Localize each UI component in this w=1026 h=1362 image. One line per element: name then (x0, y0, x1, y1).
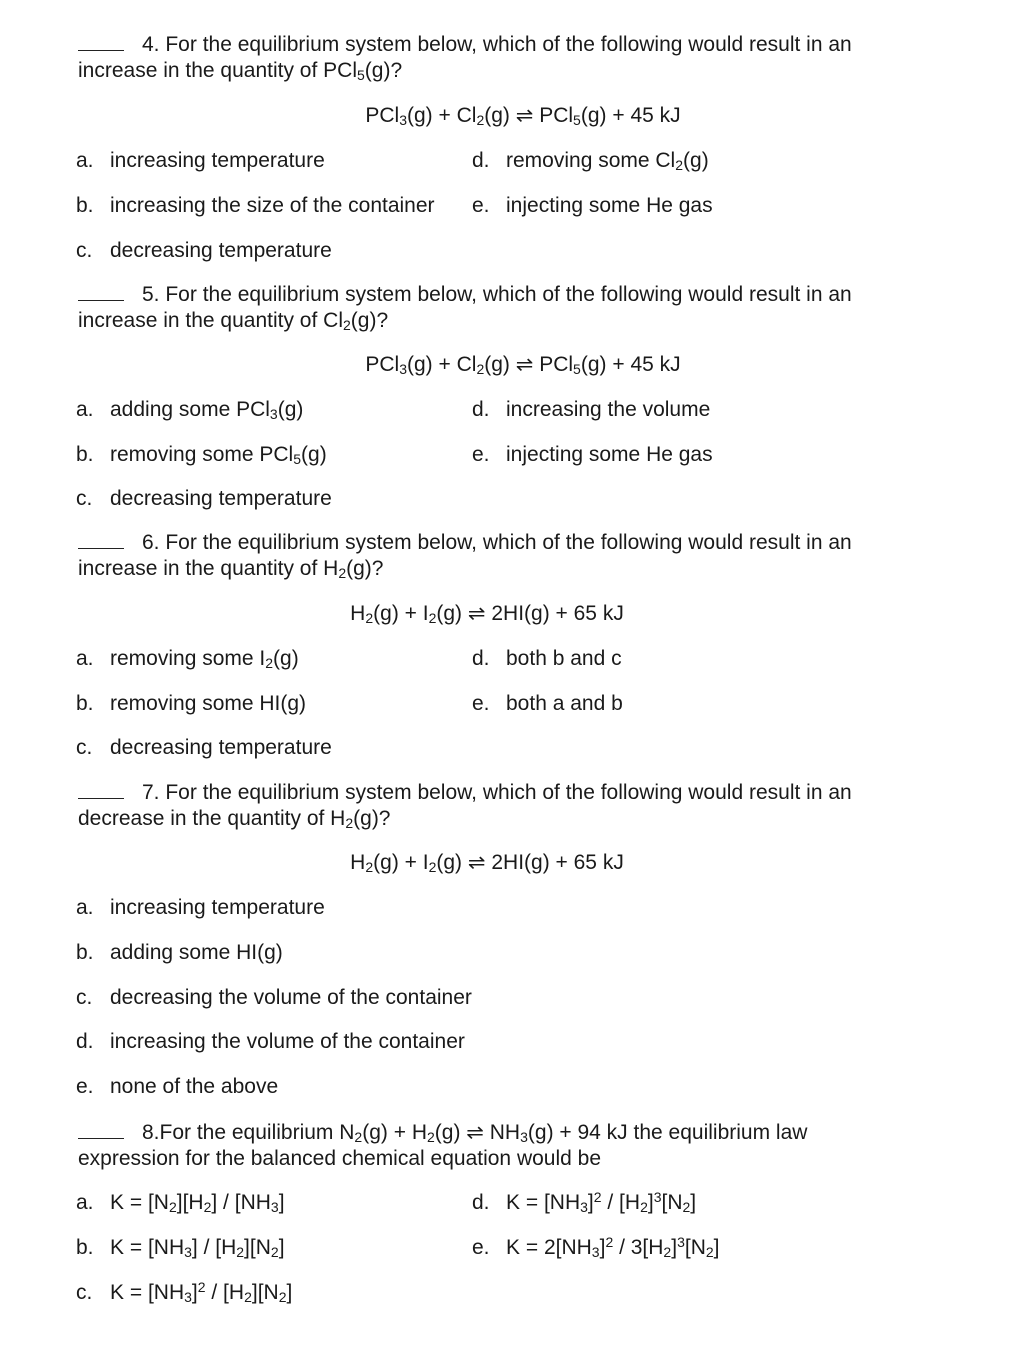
question-text: For the equilibrium system below, which of the following would result in an (165, 531, 852, 554)
question-6-stem (78, 530, 852, 555)
q7-option-c: c. decreasing the volume of the container (76, 986, 472, 1009)
q4-option-b: b. increasing the size of the container (76, 194, 435, 217)
equation-pcl-q5: $PCl_3(g) + Cl_2(g)$ ⇌ PCl$_5$(g) + 45 kJ (365, 353, 681, 377)
q8-option-c: c. $K = [NH_3]^2 / [H_2][N_2]$ (76, 1279, 293, 1305)
q8-option-a: a. $K = [N_2][H_2] / [NH_3]$ (76, 1191, 285, 1215)
q7-option-a: a. increasing temperature (76, 896, 325, 919)
question-text: For the equilibrium system below, which of the following would result in an (165, 283, 852, 306)
q8-option-b: b. $K = [NH_3] / [H_2][N_2]$ (76, 1236, 285, 1260)
answer-blank[interactable] (78, 1120, 124, 1139)
q8-option-e: e. $K = 2[NH_3]^2 / 3[H_2]^3[N_2]$ (472, 1234, 720, 1260)
q5-option-b: b. removing some PCl$_5$(g) (76, 443, 327, 467)
q7-option-b: b. adding some HI(g) (76, 941, 283, 964)
question-number: 6. (142, 531, 160, 554)
q6-option-d: d. both b and c (472, 647, 622, 670)
equilibrium-arrow-icon: ⇌ (515, 353, 534, 376)
q5-option-d: d. increasing the volume (472, 398, 711, 421)
q6-option-b: b. removing some HI(g) (76, 692, 307, 715)
q6-option-e: e. both a and b (472, 692, 623, 715)
q4-option-a: a. increasing temperature (76, 149, 325, 172)
question-5-stem (78, 282, 852, 307)
q5-option-e: e. injecting some He gas (472, 443, 713, 466)
question-number: 5. (142, 283, 160, 306)
question-text: For the equilibrium system below, which of the following would result in an (165, 33, 852, 56)
question-text: For the equilibrium system below, which of the following would result in an (165, 781, 852, 804)
q8-option-d: d. $K = [NH_3]^2 / [H_2]^3[N_2]$ (472, 1189, 697, 1215)
q7-option-e: e. none of the above (76, 1075, 279, 1098)
answer-blank[interactable] (78, 530, 124, 549)
answer-blank[interactable] (78, 32, 124, 51)
q6-option-a: a. removing some $I_2(g)$ (76, 647, 299, 671)
equilibrium-arrow-icon: ⇌ (515, 104, 534, 127)
equilibrium-arrow-icon: ⇌ (467, 851, 486, 874)
answer-blank[interactable] (78, 282, 124, 301)
q7-option-d: d. increasing the volume of the container (76, 1030, 465, 1053)
answer-blank[interactable] (78, 780, 124, 799)
question-6-stem-cont: increase in the quantity of $H_2(g)$? (78, 557, 384, 581)
question-7-stem-cont: decrease in the quantity of $H_2(g)$? (78, 807, 391, 831)
question-4-stem (78, 32, 852, 57)
q4-option-e: e. injecting some He gas (472, 194, 713, 217)
q4-option-d: d. removing some $Cl_2(g)$ (472, 149, 709, 173)
q5-option-c: c. decreasing temperature (76, 487, 332, 510)
question-4-stem-cont: increase in the quantity of PCl$_5$(g)? (78, 59, 403, 83)
question-7-stem (78, 780, 852, 805)
question-text: 8.For the equilibrium N (142, 1121, 355, 1144)
q5-option-a: a. adding some PCl$_3$(g) (76, 398, 304, 422)
q6-option-c: c. decreasing temperature (76, 736, 332, 759)
equation-pcl-q4: $PCl_3(g) + Cl_2(g)$ ⇌ PCl$_5$(g) + 45 kJ (365, 104, 681, 128)
equilibrium-arrow-icon: ⇌ (467, 602, 486, 625)
question-8-stem: 8.For the equilibrium $N_2(g) + H_2(g)$ ⇌ $NH_3(g) + 94$ kJ the equilibrium law (78, 1120, 807, 1145)
equilibrium-arrow-icon: ⇌ (466, 1121, 484, 1144)
q4-option-c: c. decreasing temperature (76, 239, 332, 262)
question-8-stem-cont: expression for the balanced chemical equation would be (78, 1147, 602, 1170)
equation-hi-q6: $H_2(g) + I_2(g)$ ⇌ 2HI(g) + 65 kJ (350, 602, 624, 626)
question-number: 7. (142, 781, 160, 804)
question-5-stem-cont: increase in the quantity of $Cl_2(g)$? (78, 309, 389, 333)
question-number: 4. (142, 33, 160, 56)
equation-hi-q7: $H_2(g) + I_2(g)$ ⇌ 2HI(g) + 65 kJ (350, 851, 624, 875)
